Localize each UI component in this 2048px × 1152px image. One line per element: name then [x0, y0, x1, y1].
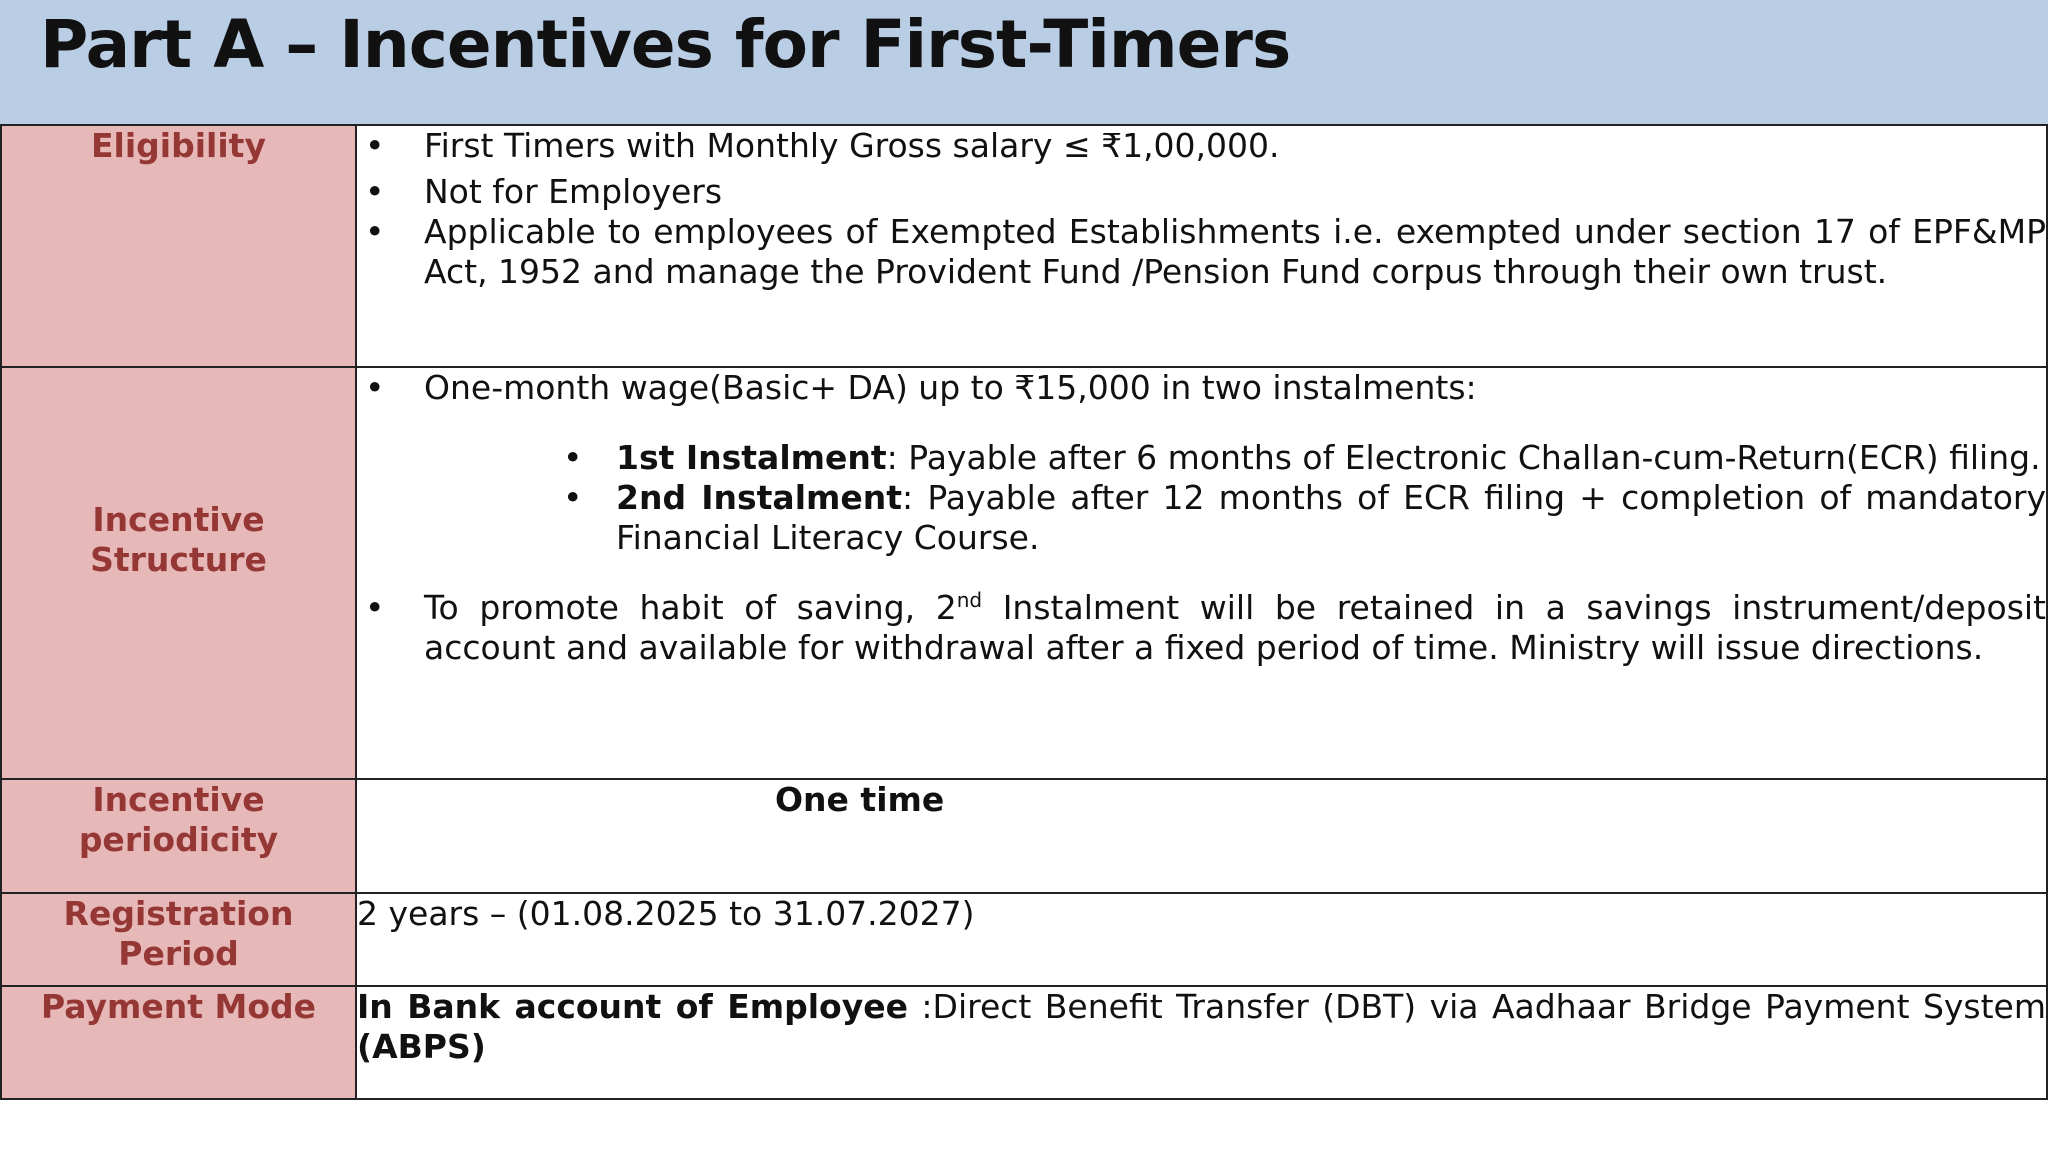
table-row-payment — [1, 986, 2047, 1099]
label-registration: Registration Period — [1, 893, 356, 986]
content-payment — [356, 986, 2047, 1099]
content-incentive-structure — [356, 367, 2047, 779]
list-item: • First Timers with Monthly Gross salary ≤ ₹1,00,000. — [357, 126, 2046, 166]
list-item: • Applicable to employees of Exempted Establishments i.e. exempted under section 17 of EPF&MP Act, 1952 and manage the Provident Fund /Pension Fund corpus through their own trust. — [357, 212, 2046, 292]
payment-bold-prefix: In Bank account of Employee — [357, 987, 908, 1026]
instalment-1-label: 1st Instalment — [616, 438, 887, 477]
label-periodicity: Incentive periodicity — [1, 779, 356, 893]
payment-bold-suffix: (ABPS) — [357, 1027, 486, 1066]
label-eligibility: Eligibility — [1, 125, 356, 367]
instalment-2-text: : Payable after 12 months of ECR filing + completion of mandatory Financial Literacy Course. — [616, 478, 2046, 557]
payment-value — [357, 987, 2046, 1067]
list-item: • Not for Employers — [357, 172, 2046, 212]
title-banner — [0, 0, 2048, 124]
list-item — [357, 368, 2046, 558]
content-eligibility — [356, 125, 2047, 367]
label-payment: Payment Mode — [1, 986, 356, 1099]
label-incentive-structure: Incentive Structure — [1, 367, 356, 779]
registration-value: 2 years – (01.08.2025 to 31.07.2027) — [357, 894, 975, 933]
saving-note-sup: nd — [956, 588, 983, 612]
instalment-2-label: 2nd Instalment — [616, 478, 903, 517]
incentive-structure-list — [357, 368, 2046, 668]
table-row-incentive-structure — [1, 367, 2047, 779]
sub-list-item — [357, 438, 2046, 478]
instalment-1-text: : Payable after 6 months of Electronic Challan-cum-Return(ECR) filing. — [886, 438, 2041, 477]
list-item — [357, 588, 2046, 668]
table-row-periodicity — [1, 779, 2047, 893]
eligibility-list — [357, 126, 2046, 292]
table-row-registration — [1, 893, 2047, 986]
content-registration — [356, 893, 2047, 986]
instalment-intro: One-month wage(Basic+ DA) up to ₹15,000 in two instalments: — [424, 368, 1477, 407]
saving-note-prefix: To promote habit of saving, 2 — [424, 588, 957, 627]
table-row-eligibility — [1, 125, 2047, 367]
page-title: Part A – Incentives for First-Timers — [40, 6, 1291, 83]
incentives-table — [0, 124, 2048, 1100]
content-periodicity — [356, 779, 2047, 893]
payment-text: :Direct Benefit Transfer (DBT) via Aadhaar Bridge Payment System — [908, 987, 2046, 1026]
sub-list-item — [357, 478, 2046, 558]
saving-note-suffix: Instalment will be retained in a savings instrument/deposit account and available for withdrawal after a fixed period of time. Ministry will issue directions. — [424, 588, 2046, 667]
periodicity-value: One time — [775, 780, 945, 819]
instalment-list — [357, 438, 2046, 558]
